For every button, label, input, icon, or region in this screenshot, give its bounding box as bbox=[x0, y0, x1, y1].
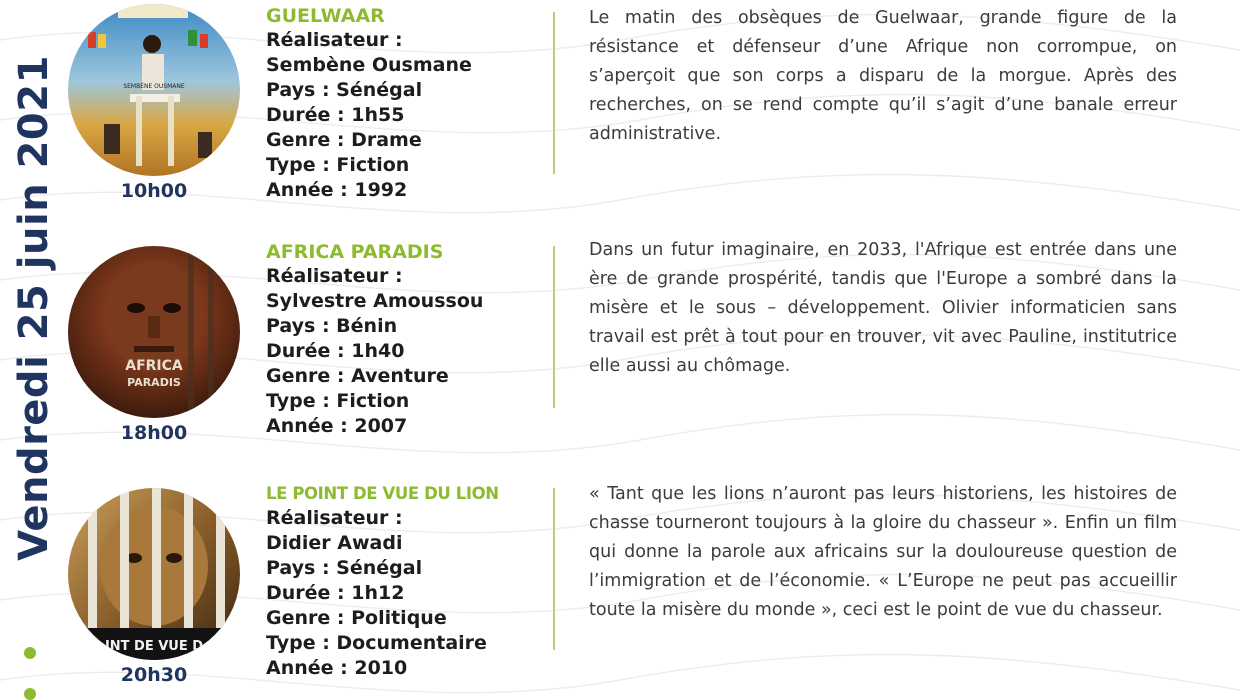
decorative-dot bbox=[24, 688, 36, 700]
screening-time: 10h00 bbox=[120, 180, 188, 202]
duration: Durée : 1h40 bbox=[266, 340, 405, 362]
country: Pays : Bénin bbox=[266, 315, 398, 337]
country: Pays : Sénégal bbox=[266, 557, 423, 579]
film-synopsis: « Tant que les lions n’auront pas leurs historiens, les histoires de chasse tourneront toujours à la gloire du chasseur ». Enfin un film qui donne la parole aux africains sur la douloureuse question de l’immigration et de l’économie. « L’Europe ne peut pas accueillir toute la misère du monde », ceci est le point de vue du chasseur. bbox=[589, 484, 1177, 620]
film-title: LE POINT DE VUE DU LION bbox=[266, 484, 499, 503]
type: Type : Documentaire bbox=[266, 632, 487, 654]
director-label: Réalisateur : bbox=[266, 507, 403, 529]
poster-frame bbox=[68, 4, 240, 214]
film-details bbox=[266, 4, 536, 203]
divider bbox=[553, 246, 555, 408]
year: Année : 2010 bbox=[266, 657, 408, 679]
poster-caption: INT DE VUE D bbox=[104, 639, 204, 654]
poster-frame bbox=[68, 246, 240, 456]
country: Pays : Sénégal bbox=[266, 79, 423, 101]
duration: Durée : 1h12 bbox=[266, 582, 405, 604]
screening-time: 20h30 bbox=[120, 664, 188, 686]
genre: Genre : Drame bbox=[266, 129, 422, 151]
type: Type : Fiction bbox=[266, 390, 410, 412]
film-poster bbox=[68, 4, 240, 176]
genre: Genre : Politique bbox=[266, 607, 447, 629]
film-details bbox=[266, 482, 536, 681]
year: Année : 1992 bbox=[266, 179, 408, 201]
director-name: Sembène Ousmane bbox=[266, 54, 472, 76]
poster-caption: PARADIS bbox=[127, 376, 181, 389]
film-title: GUELWAAR bbox=[266, 5, 385, 27]
year: Année : 2007 bbox=[266, 415, 408, 437]
divider bbox=[553, 12, 555, 174]
film-details bbox=[266, 240, 536, 439]
poster-frame bbox=[68, 488, 240, 698]
divider bbox=[553, 488, 555, 650]
film-poster bbox=[68, 488, 240, 660]
director-name: Sylvestre Amoussou bbox=[266, 290, 484, 312]
director-label: Réalisateur : bbox=[266, 29, 403, 51]
screening-time: 18h00 bbox=[120, 422, 188, 444]
film-title: AFRICA PARADIS bbox=[266, 241, 444, 263]
event-date: Vendredi 25 juin 2021 bbox=[11, 55, 57, 561]
type: Type : Fiction bbox=[266, 154, 410, 176]
director-name: Didier Awadi bbox=[266, 532, 403, 554]
film-synopsis: Le matin des obsèques de Guelwaar, grande figure de la résistance et défenseur d’une Afrique non corrompue, on s’aperçoit que son corps a disparu de la morgue. Après des recherches, on se rend compte qu’il s’agit d’une banale erreur administrative. bbox=[589, 8, 1177, 144]
film-synopsis: Dans un futur imaginaire, en 2033, l'Afrique est entrée dans une ère de grande prospérité, tandis que l'Europe a sombré dans la misère et le sous – développement. Olivier informaticien sans travail est prêt à tout pour en trouver, vit avec Pauline, institutrice elle aussi au chômage. bbox=[589, 240, 1177, 376]
duration: Durée : 1h55 bbox=[266, 104, 405, 126]
decorative-dot bbox=[24, 647, 36, 659]
poster-caption: AFRICA bbox=[125, 358, 183, 374]
film-poster bbox=[68, 246, 240, 418]
poster-caption: SEMBÈNE OUSMANE bbox=[123, 83, 185, 90]
genre: Genre : Aventure bbox=[266, 365, 449, 387]
director-label: Réalisateur : bbox=[266, 265, 403, 287]
